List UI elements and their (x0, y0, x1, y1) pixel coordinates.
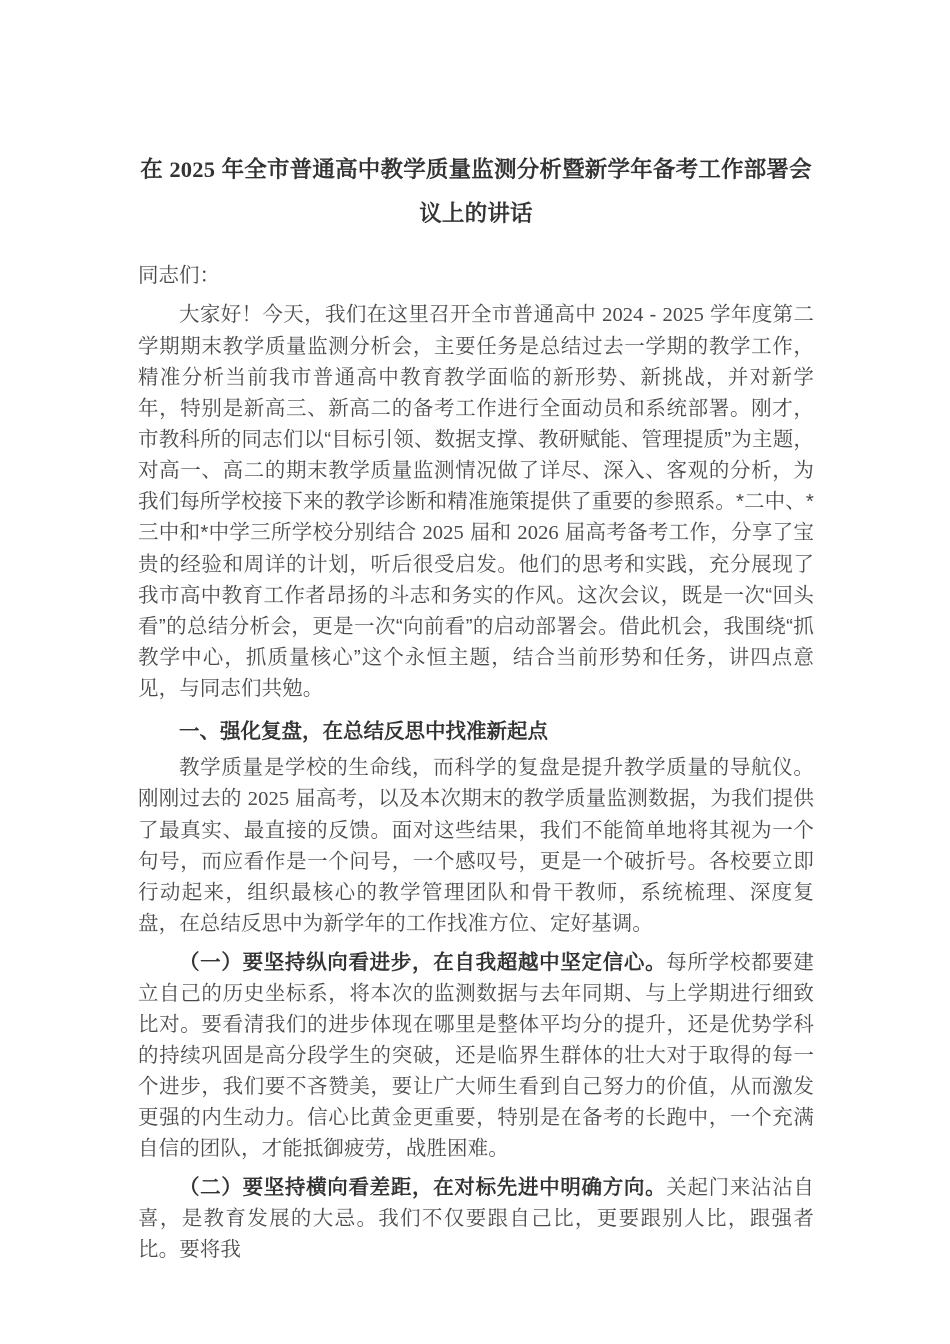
subsection-1-bold-lead: 要坚持纵向看进步，在自我超越中坚定信心。 (242, 951, 667, 974)
numeral: 2024 (602, 304, 644, 326)
numeral: 2025 (169, 157, 216, 182)
subsection-1-paragraph (138, 939, 814, 1164)
page-title-line-1: 在 2025 年全市普通高中教学质量监测分析暨新学年备考工作部署会 (140, 157, 812, 182)
section-1-paragraph: 教学质量是学校的生命线，而科学的复盘是提升教学质量的导航仪。刚刚过去的 2025 届高考，以及本次期末的教学质量监测数据，为我们提供了最真实、最直接的反馈。面对这些结果，我们不能简单地将其视为一个句号，而应看作是一个问号，一个感叹号，更是一个破折号。各校要立即行动起来，组织最核心的教学管理团队和骨干教师，系统梳理、深度复盘，在总结反思中为新学年的工作找准方位、定好基调。 (138, 756, 814, 935)
numeral: 2025 (422, 522, 464, 544)
document-content (138, 0, 814, 1265)
subsection-2-label: （二） (179, 1176, 243, 1199)
subsection-2-body: 关起门来沾沾自喜，是教育发展的大忌。我们不仅要跟自己比，更要跟别人比，跟强者比。要将我 (138, 1176, 814, 1261)
subsection-1-label: （一） (179, 951, 243, 974)
subsection-1-body: 每所学校都要建立自己的历史坐标系，将本次的监测数据与去年同期、与上学期进行细致比对。要看清我们的进步体现在哪里是整体平均分的提升，还是优势学科的持续巩固是高分段学生的突破，还是临界生群体的壮大对于取得的每一个进步，我们要不吝赞美，要让广大师生看到自己努力的价值，从而激发更强的内生动力。信心比黄金更重要，特别是在备考的长跑中，一个充满自信的团队，才能抵御疲劳，战胜困难。 (138, 951, 814, 1160)
section-heading-1: 一、强化复盘，在总结反思中找准新起点 (179, 720, 548, 743)
salutation: 同志们： (138, 264, 220, 287)
numeral: 2026 (517, 522, 559, 544)
page-title (138, 0, 814, 236)
page-title-line-2: 议上的讲话 (419, 201, 533, 226)
subsection-2-paragraph (138, 1164, 814, 1265)
numeral: 2025 (662, 304, 704, 326)
subsection-2-bold-lead: 要坚持横向看差距，在对标先进中明确方向。 (242, 1176, 667, 1199)
numeral: 2025 (247, 788, 290, 810)
opening-paragraph: 大家好！今天，我们在这里召开全市普通高中 2024 - 2025 学年度第二学期期末教学质量监测分析会，主要任务是总结过去一学期的教学工作，精准分析当前我市普通高中教育教学面临的新形势、新挑战，并对新学年，特别是新高三、新高二的备考工作进行全面动员和系统部署。刚才，市教科所的同志们以“目标引领、数据支撑、教研赋能、管理提质”为主题，对高一、高二的期末教学质量监测情况做了详尽、深入、客观的分析，为我们每所学校接下来的教学诊断和精准施策提供了重要的参照系。*二中、*三中和*中学三所学校分别结合 2025 届和 2026 届高考备考工作，分享了宝贵的经验和周详的计划，听后很受启发。他们的思考和实践，充分展现了我市高中教育工作者昂扬的斗志和务实的作风。这次会议，既是一次“回头看”的总结分析会，更是一次“向前看”的启动部署会。借此机会，我围绕“抓教学中心，抓质量核心”这个永恒主题，结合当前形势和任务，讲四点意见，与同志们共勉。 (138, 303, 814, 700)
